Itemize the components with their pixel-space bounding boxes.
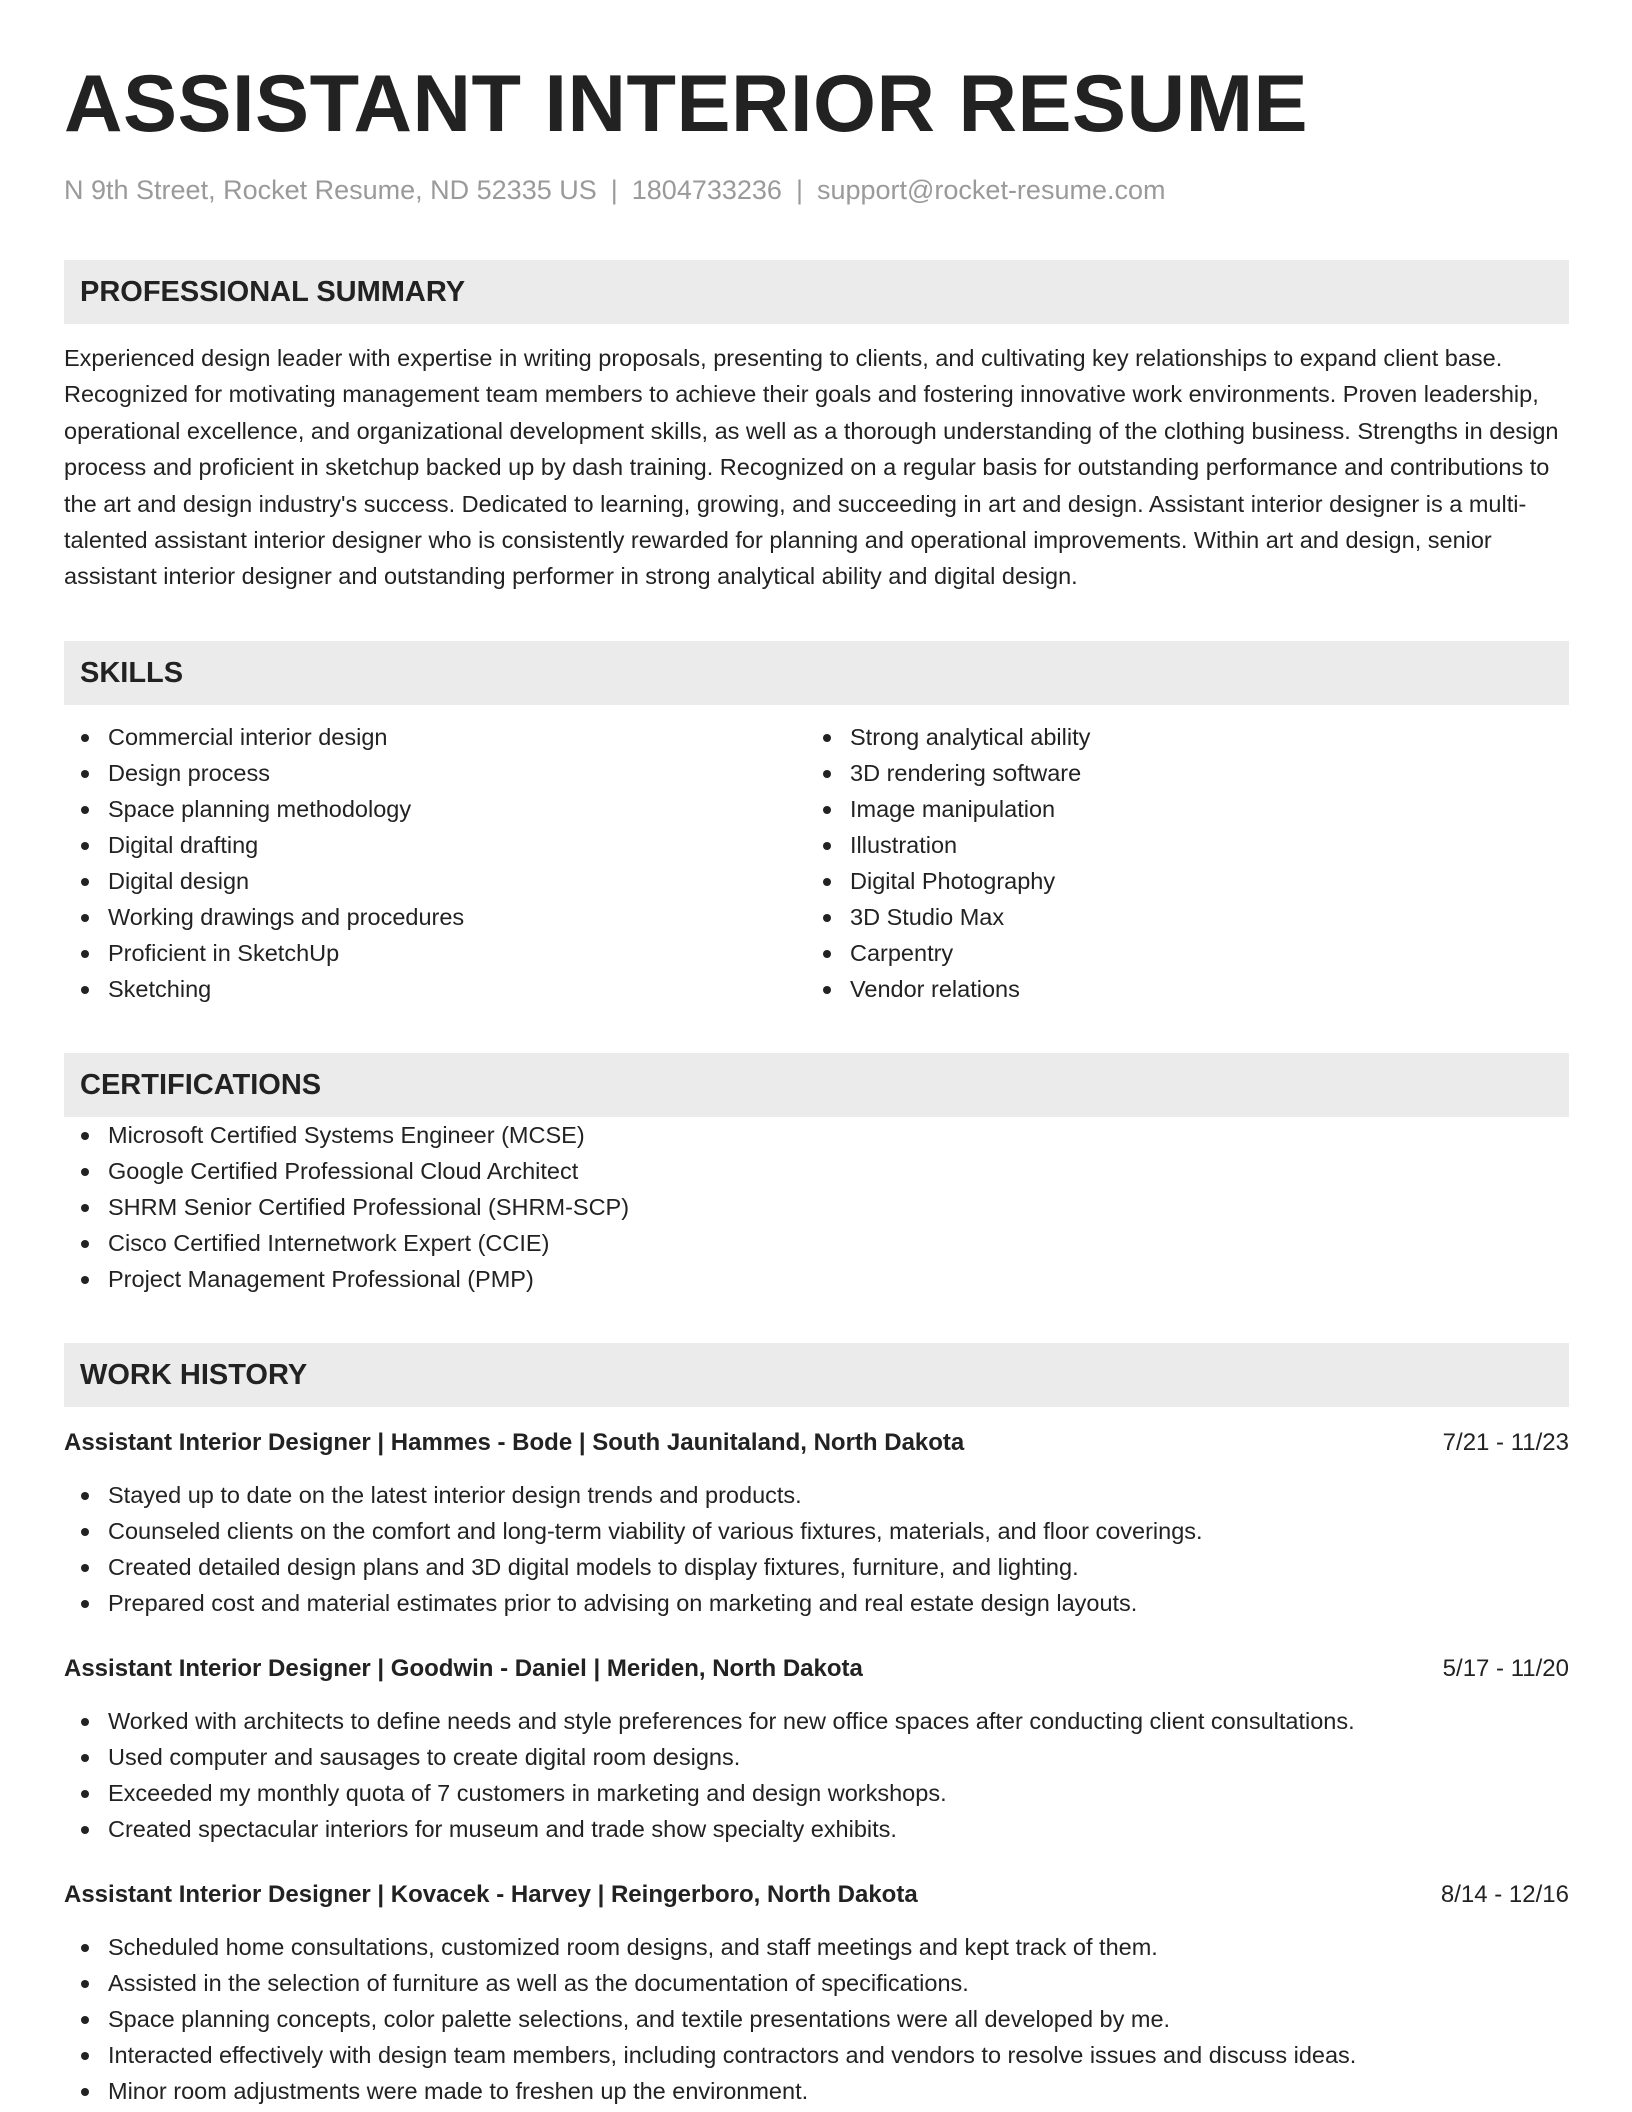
job-bullet: Worked with architects to define needs and style preferences for new office spaces after conducting client consultations.	[64, 1703, 1569, 1739]
contact-line	[64, 172, 1569, 208]
job-title: Assistant Interior Designer | Goodwin - Daniel | Meriden, North Dakota	[64, 1654, 863, 1682]
skill-item: Digital drafting	[64, 827, 806, 863]
skills-list-right	[806, 719, 1548, 1007]
skill-item: Strong analytical ability	[806, 719, 1548, 755]
skills-list-left	[64, 719, 806, 1007]
job-bullet: Assisted in the selection of furniture as well as the documentation of specifications.	[64, 1965, 1569, 2001]
skill-item: Illustration	[806, 827, 1548, 863]
skill-item: Working drawings and procedures	[64, 899, 806, 935]
contact-phone: 1804733236	[631, 175, 782, 205]
job-bullet: Minor room adjustments were made to freshen up the environment.	[64, 2073, 1569, 2109]
section-heading-summary: PROFESSIONAL SUMMARY	[64, 260, 1569, 324]
skill-item: Proficient in SketchUp	[64, 935, 806, 971]
contact-address: N 9th Street, Rocket Resume, ND 52335 US	[64, 175, 597, 205]
job-entry	[64, 1877, 1569, 2109]
skill-item: Vendor relations	[806, 971, 1548, 1007]
job-title: Assistant Interior Designer | Kovacek - Harvey | Reingerboro, North Dakota	[64, 1880, 918, 1908]
skill-item: Space planning methodology	[64, 791, 806, 827]
skill-item: Carpentry	[806, 935, 1548, 971]
certification-item: Cisco Certified Internetwork Expert (CCIE)	[64, 1225, 1569, 1261]
contact-separator: |	[610, 175, 618, 205]
job-bullet: Interacted effectively with design team members, including contractors and vendors to resolve issues and discuss ideas.	[64, 2037, 1569, 2073]
job-header	[64, 1651, 1569, 1687]
job-entry	[64, 1651, 1569, 1847]
job-header	[64, 1425, 1569, 1461]
skill-item: Digital Photography	[806, 863, 1548, 899]
job-dates: 7/21 - 11/23	[1442, 1428, 1569, 1456]
job-dates: 5/17 - 11/20	[1442, 1654, 1569, 1682]
job-bullets	[64, 1477, 1569, 1621]
job-bullet: Created detailed design plans and 3D digital models to display fixtures, furniture, and lighting.	[64, 1549, 1569, 1585]
skill-item: Sketching	[64, 971, 806, 1007]
skill-item: 3D rendering software	[806, 755, 1548, 791]
certification-item: SHRM Senior Certified Professional (SHRM-SCP)	[64, 1189, 1569, 1225]
contact-email[interactable]: support@rocket-resume.com	[816, 175, 1166, 205]
job-bullets	[64, 1703, 1569, 1847]
job-entry	[64, 1425, 1569, 1621]
job-bullet: Stayed up to date on the latest interior design trends and products.	[64, 1477, 1569, 1513]
resume-page	[64, 56, 1569, 2109]
job-bullet: Prepared cost and material estimates prior to advising on marketing and real estate design layouts.	[64, 1585, 1569, 1621]
certification-item: Project Management Professional (PMP)	[64, 1261, 1569, 1297]
skill-item: 3D Studio Max	[806, 899, 1548, 935]
summary-text: Experienced design leader with expertise in writing proposals, presenting to clients, and cultivating key relationships to expand client base. Recognized for motivating management team members to achieve their goals and fostering innovative work environments. Proven leadership, operational excellence, and organizational development skills, as well as a thorough understanding of the clothing business. Strengths in design process and proficient in sketchup backed up by dash training. Recognized on a regular basis for outstanding performance and contributions to the art and design industry's success. Dedicated to learning, growing, and succeeding in art and design. Assistant interior designer is a multi-talented assistant interior designer who is consistently rewarded for planning and operational improvements. Within art and design, senior assistant interior designer and outstanding performer in strong analytical ability and digital design.	[64, 345, 1559, 590]
job-bullet: Used computer and sausages to create digital room designs.	[64, 1739, 1569, 1775]
job-bullet: Exceeded my monthly quota of 7 customers in marketing and design workshops.	[64, 1775, 1569, 1811]
job-header	[64, 1877, 1569, 1913]
certification-item: Google Certified Professional Cloud Architect	[64, 1153, 1569, 1189]
job-bullet: Space planning concepts, color palette selections, and textile presentations were all developed by me.	[64, 2001, 1569, 2037]
job-title: Assistant Interior Designer | Hammes - Bode | South Jaunitaland, North Dakota	[64, 1428, 965, 1456]
skill-item: Digital design	[64, 863, 806, 899]
skill-item: Design process	[64, 755, 806, 791]
contact-separator: |	[795, 175, 803, 205]
job-dates: 8/14 - 12/16	[1440, 1880, 1569, 1908]
job-bullets	[64, 1929, 1569, 2109]
section-heading-work-history: WORK HISTORY	[64, 1343, 1569, 1407]
skill-item: Commercial interior design	[64, 719, 806, 755]
section-heading-skills: SKILLS	[64, 641, 1569, 705]
certifications-list	[64, 1117, 1569, 1297]
job-bullet: Created spectacular interiors for museum and trade show specialty exhibits.	[64, 1811, 1569, 1847]
job-bullet: Scheduled home consultations, customized room designs, and staff meetings and kept track of them.	[64, 1929, 1569, 1965]
resume-title: ASSISTANT INTERIOR RESUME	[64, 59, 1309, 149]
skills-grid	[64, 719, 1569, 1007]
certification-item: Microsoft Certified Systems Engineer (MCSE)	[64, 1117, 1569, 1153]
job-bullet: Counseled clients on the comfort and long-term viability of various fixtures, materials, and floor coverings.	[64, 1513, 1569, 1549]
skill-item: Image manipulation	[806, 791, 1548, 827]
section-heading-certifications: CERTIFICATIONS	[64, 1053, 1569, 1117]
